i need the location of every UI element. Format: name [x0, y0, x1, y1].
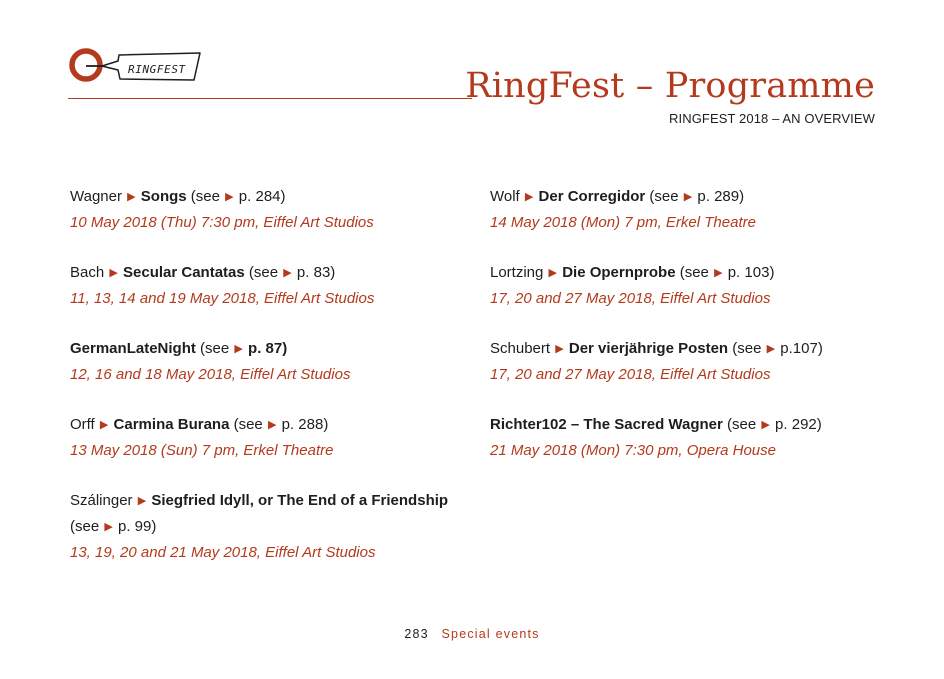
composer: Wolf: [490, 188, 520, 205]
event-details: 21 May 2018 (Mon) 7:30 pm, Opera House: [490, 442, 776, 459]
page-footer: [0, 627, 944, 641]
triangle-right-icon: ▶: [766, 343, 776, 355]
header-rule: [68, 98, 472, 99]
page-ref[interactable]: p. 284: [238, 188, 281, 205]
see-label: see: [195, 188, 220, 205]
page-ref[interactable]: p. 83: [296, 264, 331, 281]
event-entry: GermanLateNight (see ▶ p. 87) 12, 16 and 18 May 2018, Eiffel Art Studios: [70, 336, 470, 387]
event-entry: Richter102 – The Sacred Wagner (see ▶ p. 292) 21 May 2018 (Mon) 7:30 pm, Opera House: [490, 412, 890, 463]
event-details: 17, 20 and 27 May 2018, Eiffel Art Studios: [490, 290, 771, 307]
page-ref[interactable]: p. 289: [697, 188, 740, 205]
page-number: 283: [404, 627, 429, 641]
work-title: Der Corregidor: [538, 188, 646, 205]
composer: Schubert: [490, 340, 551, 357]
event-entry: Schubert ▶ Der vierjährige Posten (see ▶ p.107) 17, 20 and 27 May 2018, Eiffel Art Studios: [490, 336, 890, 387]
work-title: Songs: [140, 188, 187, 205]
page-ref[interactable]: p. 288: [281, 416, 324, 433]
event-details: 14 May 2018 (Mon) 7 pm, Erkel Theatre: [490, 214, 756, 231]
triangle-right-icon: ▶: [137, 495, 147, 507]
section-name: Special events: [441, 627, 540, 641]
page-ref[interactable]: p. 99: [118, 518, 152, 535]
triangle-right-icon: ▶: [714, 267, 723, 279]
left-column: [70, 184, 470, 590]
see-label: see: [737, 340, 762, 357]
event-entry: Orff ▶ Carmina Burana (see ▶ p. 288) 13 May 2018 (Sun) 7 pm, Erkel Theatre: [70, 412, 470, 463]
composer: Orff: [70, 416, 95, 433]
see-label: see: [75, 518, 100, 535]
ringfest-logo-icon: [68, 45, 203, 85]
event-details: 12, 16 and 18 May 2018, Eiffel Art Studios: [70, 366, 351, 383]
page-ref[interactable]: p. 87): [248, 340, 288, 357]
work-title: Die Opernprobe: [562, 264, 676, 281]
triangle-right-icon: ▶: [267, 419, 277, 431]
see-label: see: [684, 264, 709, 281]
triangle-right-icon: ▶: [555, 343, 564, 355]
page-ref[interactable]: p. 103: [727, 264, 770, 281]
event-details: 11, 13, 14 and 19 May 2018, Eiffel Art Studios: [70, 290, 375, 307]
triangle-right-icon: ▶: [99, 419, 109, 431]
work-title: Secular Cantatas: [123, 264, 245, 281]
triangle-right-icon: ▶: [761, 419, 770, 431]
work-title: Carmina Burana: [113, 416, 230, 433]
page-ref[interactable]: p. 292: [775, 416, 817, 433]
event-entry: Bach ▶ Secular Cantatas (see ▶ p. 83) 11, 13, 14 and 19 May 2018, Eiffel Art Studios: [70, 260, 470, 311]
triangle-right-icon: ▶: [524, 191, 534, 203]
page-title: RingFest – Programme: [465, 66, 875, 106]
event-details: 17, 20 and 27 May 2018, Eiffel Art Studios: [490, 366, 771, 383]
event-entry: Wagner ▶ Songs (see ▶ p. 284) 10 May 2018 (Thu) 7:30 pm, Eiffel Art Studios: [70, 184, 470, 235]
composer: Szálinger: [70, 492, 133, 509]
see-label: see: [732, 416, 757, 433]
event-details: 10 May 2018 (Thu) 7:30 pm, Eiffel Art Studios: [70, 214, 374, 231]
logo-text: RINGFEST: [128, 63, 186, 76]
triangle-right-icon: ▶: [127, 191, 136, 203]
event-details: 13, 19, 20 and 21 May 2018, Eiffel Art Studios: [70, 544, 376, 561]
triangle-right-icon: ▶: [683, 191, 693, 203]
work-title: Siegfried Idyll, or The End of a Friendship: [151, 492, 449, 509]
triangle-right-icon: ▶: [234, 343, 243, 355]
triangle-right-icon: ▶: [283, 267, 292, 279]
triangle-right-icon: ▶: [109, 267, 118, 279]
event-entry: Wolf ▶ Der Corregidor (see ▶ p. 289) 14 May 2018 (Mon) 7 pm, Erkel Theatre: [490, 184, 890, 235]
composer: Wagner: [70, 188, 122, 205]
triangle-right-icon: ▶: [225, 191, 234, 203]
work-title: GermanLateNight: [70, 340, 196, 357]
see-label: see: [205, 340, 230, 357]
composer: Lortzing: [490, 264, 544, 281]
composer: Bach: [70, 264, 105, 281]
page-ref[interactable]: p.107: [780, 340, 818, 357]
work-title: Richter102 – The Sacred Wagner: [490, 416, 723, 433]
right-column: [490, 184, 890, 488]
see-label: see: [253, 264, 279, 281]
triangle-right-icon: ▶: [548, 267, 558, 279]
work-title: Der vierjährige Posten: [568, 340, 729, 357]
triangle-right-icon: ▶: [104, 521, 113, 533]
page-subtitle: RINGFEST 2018 – AN OVERVIEW: [669, 111, 875, 126]
event-entry: Lortzing ▶ Die Opernprobe (see ▶ p. 103) 17, 20 and 27 May 2018, Eiffel Art Studios: [490, 260, 890, 311]
event-entry: Szálinger ▶ Siegfried Idyll, or The End of a Friendship (see ▶ p. 99) 13, 19, 20 and 21 May 2018, Eiffel Art Studios: [70, 488, 470, 565]
see-label: see: [238, 416, 263, 433]
see-label: see: [654, 188, 679, 205]
event-details: 13 May 2018 (Sun) 7 pm, Erkel Theatre: [70, 442, 334, 459]
